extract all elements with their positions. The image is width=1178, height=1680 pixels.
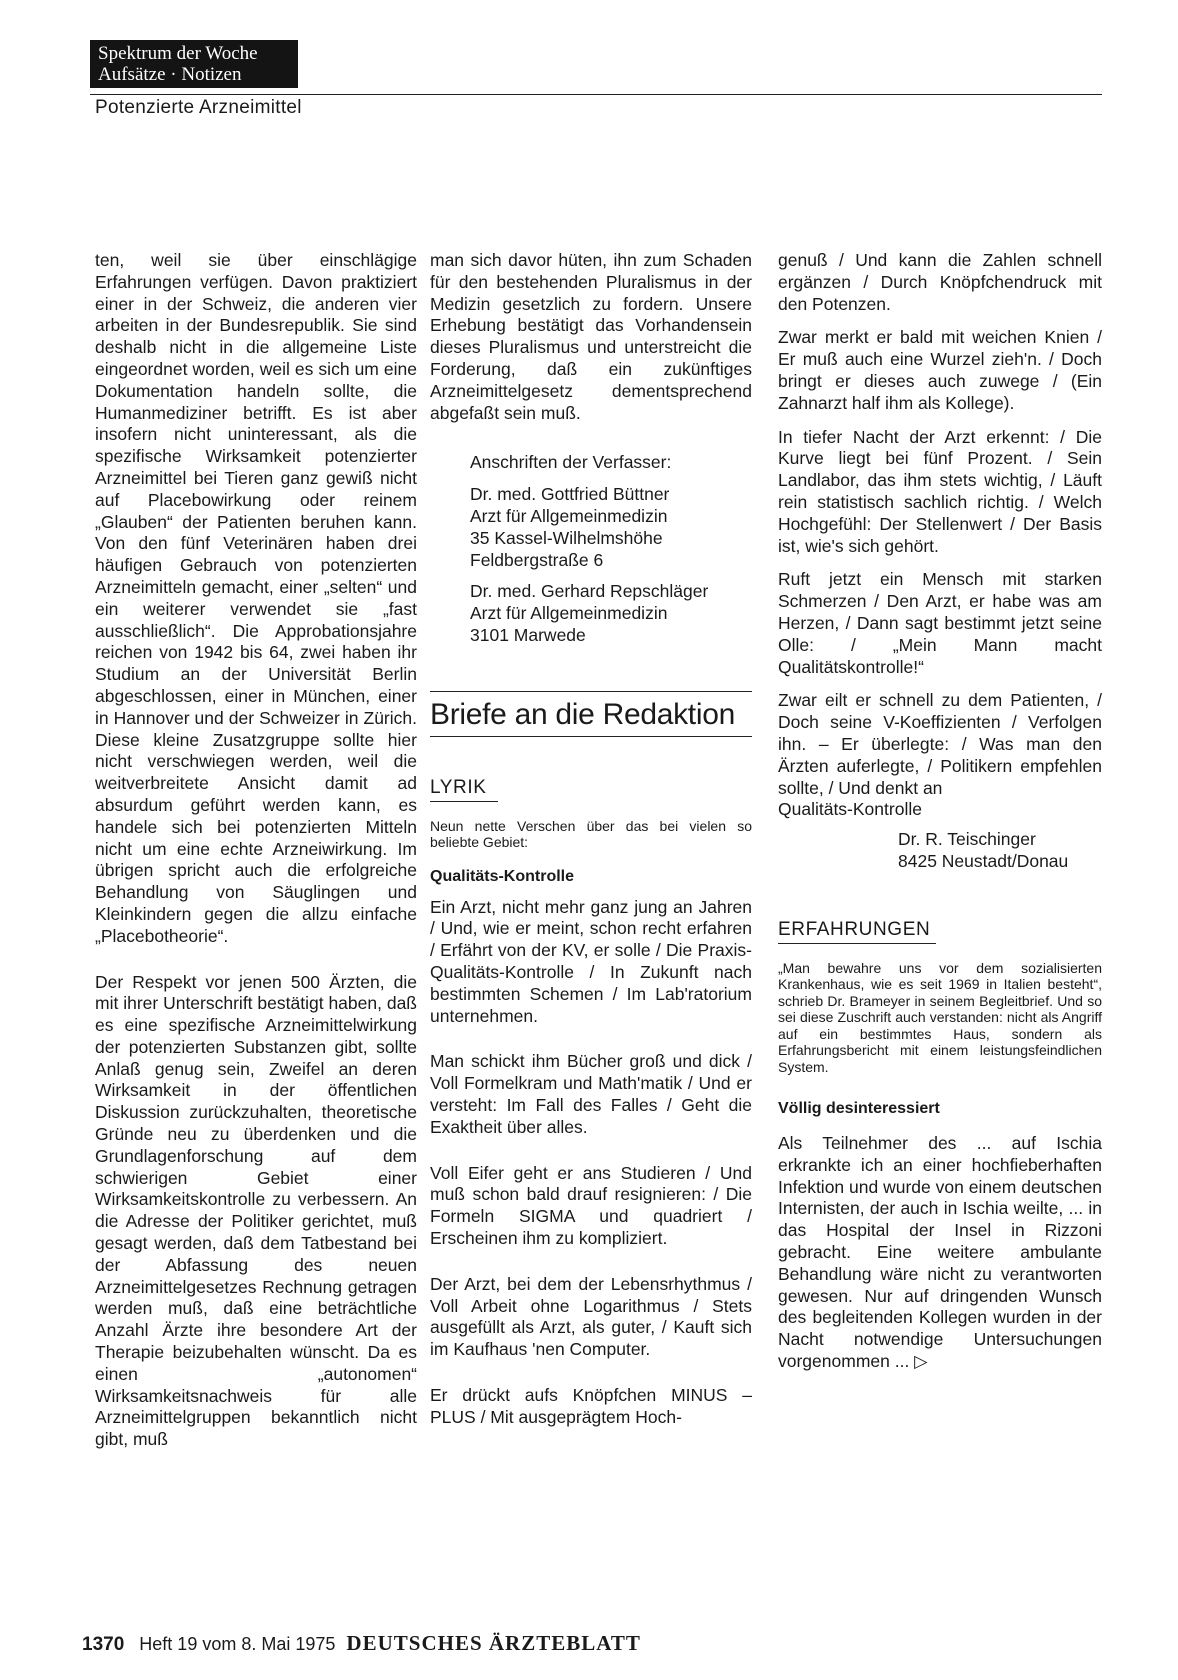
running-head: Potenzierte Arzneimittel xyxy=(95,97,302,118)
signature-name: Dr. R. Teischinger xyxy=(898,829,1036,850)
poem-stanza: Man schickt ihm Bücher groß und dick / Voll Formelkram und Math'matik / Und er versteht: Im Fall des Falles / Geht die Exaktheit über alles. xyxy=(430,1051,752,1137)
poem-stanza: Ruft jetzt ein Mensch mit starken Schmerzen / Den Arzt, er habe was am Herzen, / Dann sagt bestimmt jetzt seine Olle: / „Mein Mann macht Qualitätskontrolle!“ xyxy=(778,569,1102,677)
poem-stanza: Ein Arzt, nicht mehr ganz jung an Jahren / Und, wie er meint, schon recht erfahren / Erfährt von der KV, er solle / Die Praxis-Qualitäts-Kontrolle / In Zukunft nach bestimmten Schemen / Im Lab'ratorium unternehmen. xyxy=(430,896,752,1026)
section-label xyxy=(90,40,298,88)
poem-stanza: Voll Eifer geht er ans Studieren / Und muß schon bald drauf resignieren: / Die Formeln SIGMA und quadriert / Erscheinen ihm zu kompliziert. xyxy=(430,1162,752,1248)
column-3 xyxy=(778,250,1102,1373)
poem-stanza: Der Arzt, bei dem der Lebensrhythmus / Voll Arbeit ohne Logarithmus / Stets ausgefüllt als Arzt, als guter, / Kauft sich im Kaufhaus 'nen Computer. xyxy=(430,1273,752,1360)
article-paragraph: Der Respekt vor jenen 500 Ärzten, die mit ihrer Unterschrift bestätigt haben, daß es eine spezifische Arzneimittelwirkung der potenzierten Substanzen gibt, sollte Anlaß genug sein, Zweifel an deren Wirksamkeit in der öffentlichen Diskussion zurückzuhalten, theoretische Gründe neu zu überdenken und die Grundlagenforschung auf dem schwierigen Gebiet einer Wirksamkeitskontrolle zu verbessern. An die Adresse der Politiker gerichtet, muß gesagt werden, daß dem Tatbestand bei der Abfassung des neuen Arzneimittelgesetzes Rechnung getragen werden muß, daß eine beträchtliche Anzahl Ärzte ihre besondere Art der Therapie beizubehalten wünscht. Da es einen „autonomen“ Wirksamkeitsnachweis für alle Arzneimittelgruppen bekanntlich nicht gibt, muß xyxy=(95,971,417,1450)
article-paragraph: ten, weil sie über einschlägige Erfahrungen verfügen. Davon praktiziert einer in der Schweiz, die anderen vier arbeiten in der Bundesrepublik. Sie sind deshalb nicht in die allgemeine Liste eingeordnet worden, weil es sich um eine Dokumentation handeln sollte, die Humanmediziner betrifft. Es ist aber insofern nicht uninteressant, als die spezifische Wirksamkeit potenzierter Arzneimittel bei Tieren ganz gewiß nicht auf Placebowirkung oder reinem „Glauben“ der Patienten beruhen kann. Von den fünf Veterinären haben drei häufigen Gebrauch von potenzierten Arzneimitteln gemacht, einer „selten“ und ein weiterer verwendet sie „fast ausschließlich“. Die Approbationsjahre reichen von 1942 bis 64, zwei haben ihr Studium an der Universität Berlin abgeschlossen, einer in München, einer in Hannover und der Schweizer in Zürich. Diese kleine Zusatzgruppe sollte hier nicht verschwiegen werden, weil die weitverbreitete Ansicht damit ad absurdum geführt werden kann, es handele sich bei potenzierten Mitteln nicht um eine echte Arzneiwirkung. Im übrigen spricht auch die erfolgreiche Behandlung von Säuglingen und Kleinkindern gegen die allzu einfache „Placebotheorie“. xyxy=(95,250,417,946)
rubric-lyrik: LYRIK xyxy=(430,776,487,798)
letter-intro: „Man bewahre uns vor dem sozialisierten Krankenhaus, wie es seit 1969 in Italien besteht“, schrieb Dr. Brameyer in seinem Begleitbrief. Und so sei diese Zuschrift auch verstanden: nicht als Angriff auf ein bestimmtes Haus, sondern als Erfahrungsbericht mit einem leistungsfeindlichen System. xyxy=(778,959,1102,1075)
poem-title: Qualitäts-Kontrolle xyxy=(430,867,575,885)
address-line: 35 Kassel-Wilhelmshöhe xyxy=(470,527,663,548)
address-line: 3101 Marwede xyxy=(470,624,586,645)
author-addresses xyxy=(430,452,752,646)
author-address-2 xyxy=(470,581,752,646)
header-rule xyxy=(90,94,1102,95)
address-line: Arzt für Allgemeinmedizin xyxy=(470,603,668,624)
author-address-1 xyxy=(470,484,752,571)
poem-stanza: In tiefer Nacht der Arzt erkennt: / Die Kurve liegt bei fünf Prozent. / Sein Landlabor, das ihm stets wichtig, / Läuft rein statistisch sachlich richtig. / Welch Hochgefühl: Der Stellenwert / Der Basis ist, wie's sich gehört. xyxy=(778,426,1102,556)
section-label-line2: Aufsätze · Notizen xyxy=(98,64,242,85)
address-line: Arzt für Allgemeinmedizin xyxy=(470,505,668,526)
addresses-title: Anschriften der Verfasser: xyxy=(470,452,672,473)
poem-signature xyxy=(778,829,1102,873)
poem-stanza: Zwar eilt er schnell zu dem Patienten, / Doch seine V-Koeffizienten / Verfolgen ihn. – Er überlegte: / Was man den Ärzten auferlegte, / Politikern empfehlen sollte, / Und denkt an xyxy=(778,690,1102,798)
poem-intro: Neun nette Verschen über das bei vielen so beliebte Gebiet: xyxy=(430,817,752,851)
letter-title: Völlig desinteressiert xyxy=(778,1100,940,1118)
journal-name: DEUTSCHES ÄRZTEBLATT xyxy=(346,1631,641,1655)
address-line: Dr. med. Gerhard Repschläger xyxy=(470,581,709,602)
poem-last-line: Qualitäts-Kontrolle xyxy=(778,799,922,820)
poem-stanza: genuß / Und kann die Zahlen schnell ergänzen / Durch Knöpfchendruck mit den Potenzen. xyxy=(778,250,1102,314)
article-paragraph: man sich davor hüten, ihn zum Schaden für den bestehenden Pluralismus in der Medizin gesetzlich zu fordern. Unsere Erhebung bestätigt das Vorhandensein dieses Pluralismus und unterstreicht die Forderung, daß ein zukünftiges Arzneimittelgesetz dementsprechend abgefaßt sein muß. xyxy=(430,250,752,423)
address-line: Dr. med. Gottfried Büttner xyxy=(470,484,670,505)
column-1 xyxy=(95,250,417,1451)
page-number: 1370 xyxy=(82,1634,125,1655)
letter-body: Als Teilnehmer des ... auf Ischia erkrankte ich an einer hochfieberhaften Infektion und wurde von einem deutschen Internisten, der auch in Ischia weilte, ... in das Hospital der Insel in Rizzoni gebracht. Eine weitere ambulante Behandlung wäre nicht zu verantworten gewesen. Nur auf dringenden Wunsch des begleitenden Kollegen wurden in der Nacht notwendige Untersuchungen vorgenommen ... ▷ xyxy=(778,1133,1102,1371)
section-label-line1: Spektrum der Woche xyxy=(98,43,258,64)
column-2 xyxy=(430,250,752,1428)
poem-stanza: Er drückt aufs Knöpfchen MINUS – PLUS / Mit ausgeprägtem Hoch- xyxy=(430,1384,752,1427)
page-footer xyxy=(82,1631,641,1656)
signature-place: 8425 Neustadt/Donau xyxy=(898,850,1069,871)
letters-section-title: Briefe an die Redaktion xyxy=(430,697,735,731)
poem-stanza: Zwar merkt er bald mit weichen Knien / Er muß auch eine Wurzel zieh'n. / Doch bringt er dieses auch zuwege / (Ein Zahnarzt half ihm als Kollege). xyxy=(778,327,1102,413)
issue-info: Heft 19 vom 8. Mai 1975 xyxy=(139,1634,336,1654)
address-line: Feldbergstraße 6 xyxy=(470,549,604,570)
rubric-erfahrungen: ERFAHRUNGEN xyxy=(778,918,931,940)
